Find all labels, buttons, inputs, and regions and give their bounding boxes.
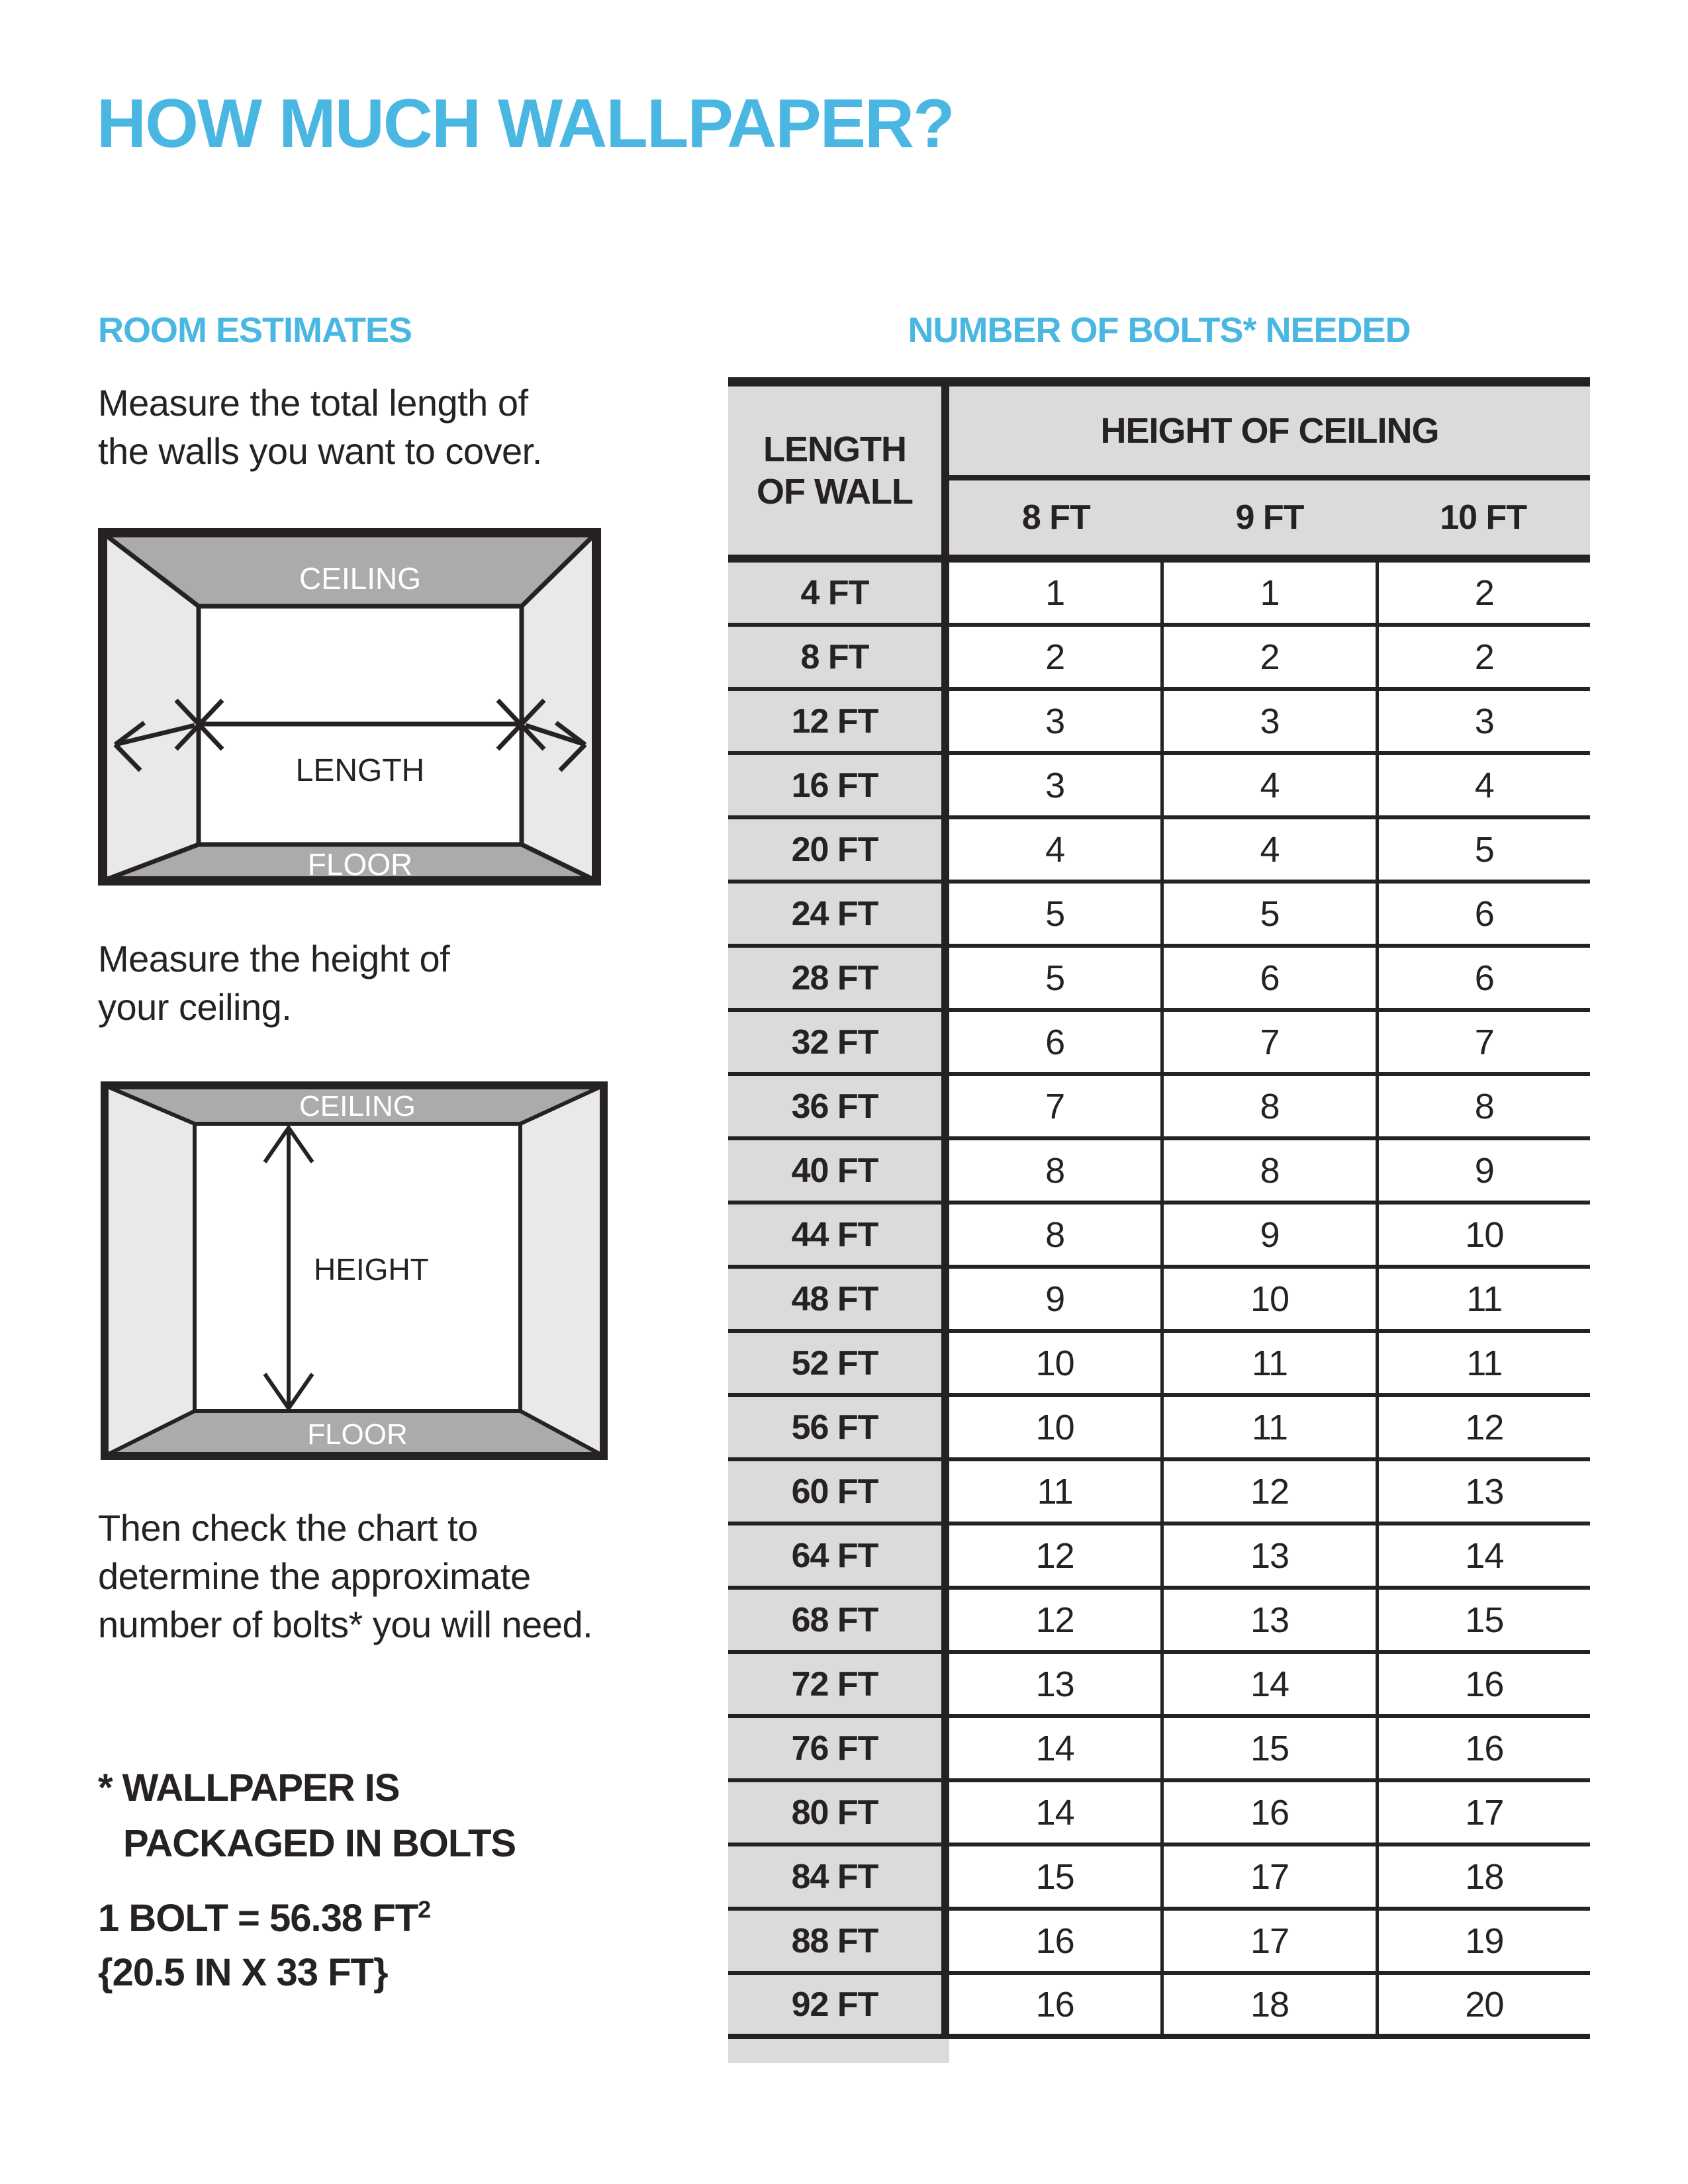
bolt-count-cell: 15	[1160, 1718, 1375, 1778]
wall-length-cell: 72 FT	[728, 1654, 949, 1714]
bolt-count-cell: 6	[1376, 884, 1590, 944]
wall-length-cell: 52 FT	[728, 1333, 949, 1393]
bolt-count-cell: 20	[1376, 1975, 1590, 2034]
floor-label: FLOOR	[307, 1418, 408, 1451]
wall-length-cell: 76 FT	[728, 1718, 949, 1778]
bolt-count-cell: 19	[1376, 1911, 1590, 1971]
table-row	[728, 1012, 1590, 1076]
ceiling-label: CEILING	[299, 1090, 416, 1122]
subheader-8ft: 8 FT	[1021, 498, 1090, 537]
table-row	[728, 948, 1590, 1012]
wall-length-cell: 48 FT	[728, 1269, 949, 1329]
ceiling-label: CEILING	[299, 561, 422, 596]
table-row	[728, 1076, 1590, 1140]
bolt-count-cell: 4	[1160, 755, 1375, 815]
bolts-table	[728, 377, 1590, 2063]
bolt-count-cell: 8	[1160, 1076, 1375, 1136]
bolt-count-cell: 16	[949, 1975, 1160, 2034]
bolt-count-cell: 10	[949, 1333, 1160, 1393]
table-row	[728, 1846, 1590, 1911]
bolt-count-cell: 11	[949, 1461, 1160, 1522]
bolt-count-cell: 10	[1160, 1269, 1375, 1329]
bolt-size-line1: 1 BOLT = 56.38 $FT^2$	[98, 1895, 431, 1940]
bolt-count-cell: 7	[1376, 1012, 1590, 1072]
squared-superscript: 2	[418, 1895, 431, 1923]
length-label: LENGTH	[295, 753, 425, 788]
table-top-border	[728, 377, 1590, 387]
table-header	[728, 387, 1590, 555]
bolt-count-cell: 8	[949, 1205, 1160, 1265]
bolt-count-cell: 11	[1376, 1333, 1590, 1393]
table-row	[728, 755, 1590, 819]
bolts-footnote	[98, 1760, 516, 1872]
bolt-count-cell: 15	[949, 1846, 1160, 1907]
bolt-count-cell: 5	[949, 884, 1160, 944]
label-column-stub	[728, 2039, 949, 2063]
bolt-count-cell: 7	[949, 1076, 1160, 1136]
table-row	[728, 1975, 1590, 2039]
bolt-count-cell: 13	[1160, 1590, 1375, 1650]
table-row	[728, 1718, 1590, 1782]
bolt-count-cell: 2	[1376, 627, 1590, 687]
bolt-count-cell: 1	[949, 563, 1160, 623]
bolt-count-cell: 10	[1376, 1205, 1590, 1265]
instruction-chart-line3: number of bolts* you will need.	[98, 1604, 593, 1645]
bolt-count-cell: 3	[1376, 691, 1590, 751]
bolt-size-line2: {20.5 IN X 33 FT}	[98, 1951, 388, 1994]
table-row	[728, 819, 1590, 884]
wall-length-cell: 80 FT	[728, 1782, 949, 1843]
bolt-count-cell: 14	[1160, 1654, 1375, 1714]
bolt-count-cell: 3	[1160, 691, 1375, 751]
wall-length-cell: 32 FT	[728, 1012, 949, 1072]
table-row	[728, 1654, 1590, 1718]
table-row	[728, 1140, 1590, 1205]
instruction-height-line2: your ceiling.	[98, 986, 292, 1028]
bolt-count-cell: 11	[1160, 1333, 1375, 1393]
bolt-count-cell: 3	[949, 755, 1160, 815]
bolt-count-cell: 18	[1160, 1975, 1375, 2034]
bolt-count-cell: 16	[1376, 1654, 1590, 1714]
bolt-count-cell: 15	[1376, 1590, 1590, 1650]
height-label: HEIGHT	[314, 1252, 429, 1287]
wall-length-cell: 64 FT	[728, 1525, 949, 1586]
page-title: HOW MUCH WALLPAPER?	[97, 85, 954, 162]
instruction-height	[98, 934, 449, 1031]
bolt-count-cell: 4	[1376, 755, 1590, 815]
table-row	[728, 1590, 1590, 1654]
table-row	[728, 1269, 1590, 1333]
bolt-count-cell: 5	[1376, 819, 1590, 880]
bolt-count-cell: 11	[1376, 1269, 1590, 1329]
length-of-wall-header: LENGTH OF WALL	[728, 387, 949, 555]
table-row	[728, 1782, 1590, 1846]
bolt-count-cell: 14	[949, 1718, 1160, 1778]
wall-length-cell: 16 FT	[728, 755, 949, 815]
bolt-count-cell: 8	[1160, 1140, 1375, 1201]
table-row	[728, 691, 1590, 755]
bolt-count-cell: 8	[1376, 1076, 1590, 1136]
header-divider	[949, 475, 1590, 480]
wall-length-cell: 12 FT	[728, 691, 949, 751]
wall-length-cell: 4 FT	[728, 563, 949, 623]
bolt-count-cell: 10	[949, 1397, 1160, 1457]
left-wall	[105, 1085, 195, 1456]
subheader-9ft: 9 FT	[1235, 498, 1304, 537]
wall-length-cell: 68 FT	[728, 1590, 949, 1650]
wall-length-cell: 28 FT	[728, 948, 949, 1008]
wall-length-cell: 60 FT	[728, 1461, 949, 1522]
room-length-diagram	[98, 528, 601, 886]
table-row	[728, 1205, 1590, 1269]
bolt-count-cell: 13	[949, 1654, 1160, 1714]
bolt-count-cell: 12	[1376, 1397, 1590, 1457]
bolt-count-cell: 3	[949, 691, 1160, 751]
bolt-count-cell: 13	[1376, 1461, 1590, 1522]
wall-length-cell: 92 FT	[728, 1975, 949, 2034]
bolt-count-cell: 4	[1160, 819, 1375, 880]
bolt-count-cell: 14	[949, 1782, 1160, 1843]
instruction-length-line2: the walls you want to cover.	[98, 430, 542, 472]
wall-length-cell: 44 FT	[728, 1205, 949, 1265]
bolt-count-cell: 2	[949, 627, 1160, 687]
bolt-count-cell: 12	[1160, 1461, 1375, 1522]
wall-length-cell: 24 FT	[728, 884, 949, 944]
bolt-count-cell: 17	[1160, 1846, 1375, 1907]
bolt-count-cell: 4	[949, 819, 1160, 880]
instruction-chart-line2: determine the approximate	[98, 1555, 531, 1597]
bolt-count-cell: 17	[1376, 1782, 1590, 1843]
wall-length-cell: 84 FT	[728, 1846, 949, 1907]
bolt-count-cell: 9	[949, 1269, 1160, 1329]
table-row	[728, 1397, 1590, 1461]
floor-label: FLOOR	[307, 847, 413, 882]
table-row	[728, 1333, 1590, 1397]
room-height-diagram	[101, 1081, 608, 1460]
instruction-height-line1: Measure the height of	[98, 938, 450, 979]
bolt-count-cell: 8	[949, 1140, 1160, 1201]
bolt-count-cell: 16	[1160, 1782, 1375, 1843]
bolt-count-cell: 9	[1160, 1205, 1375, 1265]
bolt-count-cell: 6	[1160, 948, 1375, 1008]
bolt-count-cell: 1	[1160, 563, 1375, 623]
bolt-count-cell: 14	[1376, 1525, 1590, 1586]
table-row	[728, 884, 1590, 948]
bolts-footnote-line2: PACKAGED IN BOLTS	[123, 1822, 516, 1865]
subheader-10ft: 10 FT	[1440, 498, 1527, 537]
height-of-ceiling-header: HEIGHT OF CEILING	[1100, 411, 1439, 451]
bolt-count-cell: 13	[1160, 1525, 1375, 1586]
instruction-chart	[98, 1504, 592, 1649]
wall-length-cell: 20 FT	[728, 819, 949, 880]
bolt-count-cell: 5	[949, 948, 1160, 1008]
ceiling-height-subheaders	[949, 480, 1590, 555]
room-estimates-heading: ROOM ESTIMATES	[98, 310, 412, 350]
table-row	[728, 627, 1590, 691]
bolt-size-info	[98, 1891, 430, 2000]
table-body	[728, 563, 1590, 2039]
bolt-count-cell: 12	[949, 1590, 1160, 1650]
wall-length-cell: 36 FT	[728, 1076, 949, 1136]
bolt-count-cell: 11	[1160, 1397, 1375, 1457]
bolt-count-cell: 16	[1376, 1718, 1590, 1778]
bolt-count-cell: 18	[1376, 1846, 1590, 1907]
instruction-chart-line1: Then check the chart to	[98, 1507, 478, 1549]
bolt-count-cell: 16	[949, 1911, 1160, 1971]
wall-length-cell: 88 FT	[728, 1911, 949, 1971]
bolt-count-cell: 9	[1376, 1140, 1590, 1201]
bolt-count-cell: 6	[1376, 948, 1590, 1008]
bolt-count-cell: 6	[949, 1012, 1160, 1072]
bolts-footnote-line1: * WALLPAPER IS	[98, 1766, 400, 1809]
header-body-separator	[728, 555, 1590, 563]
table-row	[728, 1461, 1590, 1525]
bolt-count-cell: 5	[1160, 884, 1375, 944]
wall-length-cell: 40 FT	[728, 1140, 949, 1201]
ceiling-height-header-group	[949, 387, 1590, 555]
bolt-count-cell: 2	[1160, 627, 1375, 687]
bolts-needed-heading: NUMBER OF BOLTS* NEEDED	[908, 310, 1411, 350]
instruction-length-line1: Measure the total length of	[98, 382, 528, 424]
bolt-count-cell: 2	[1376, 563, 1590, 623]
bolt-count-cell: 7	[1160, 1012, 1375, 1072]
bolt-count-cell: 12	[949, 1525, 1160, 1586]
wall-length-cell: 8 FT	[728, 627, 949, 687]
table-row	[728, 1525, 1590, 1590]
table-row	[728, 1911, 1590, 1975]
bolt-count-cell: 17	[1160, 1911, 1375, 1971]
wall-length-cell: 56 FT	[728, 1397, 949, 1457]
right-wall	[520, 1085, 604, 1456]
instruction-length	[98, 379, 542, 475]
table-row	[728, 563, 1590, 627]
